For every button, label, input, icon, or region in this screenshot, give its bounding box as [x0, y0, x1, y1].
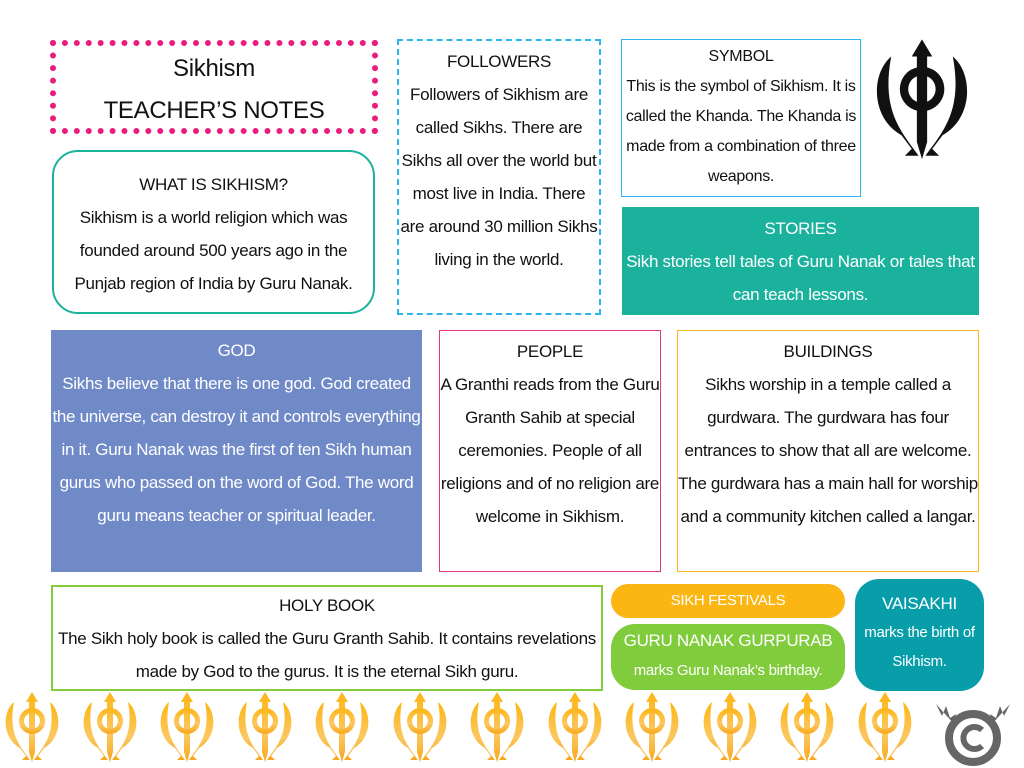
heading: HOLY BOOK: [279, 596, 375, 615]
gurpurab-box: [611, 624, 845, 690]
title-box: [50, 40, 378, 134]
symbol-box: [621, 39, 861, 197]
title: Sikhism: [173, 55, 255, 82]
khanda-icon: [853, 690, 917, 766]
heading: PEOPLE: [516, 342, 584, 361]
khanda-icon: [775, 690, 839, 766]
heading: BUILDINGS: [783, 342, 873, 361]
holy-book-box: [51, 585, 603, 691]
khanda-icon: [233, 690, 297, 766]
heading: FOLLOWERS: [446, 52, 552, 71]
body-text: Sikhs worship in a temple called a gurdwara. The gurdwara has four entrances to show that all are welcome. The gurdwara has a main hall for worship and a community kitchen called a langar.: [678, 375, 978, 526]
people-box: [439, 330, 661, 572]
subtitle: TEACHER’S NOTES: [103, 97, 325, 124]
heading: SYMBOL: [708, 48, 774, 65]
body-text: marks Guru Nanak’s birthday.: [633, 662, 823, 679]
khanda-border: [0, 690, 1024, 768]
body-text: Sikhism is a world religion which was founded around 500 years ago in the Punjab region of India by Guru Nanak.: [74, 208, 353, 293]
copyright-moose-icon: [928, 696, 1018, 766]
body-text: Followers of Sikhism are called Sikhs. There are Sikhs all over the world but most live in India. There are around 30 million Sikhs living in the world.: [400, 85, 598, 269]
khanda-icon: [0, 690, 64, 766]
heading: VAISAKHI: [882, 594, 957, 613]
body-text: The Sikh holy book is called the Guru Granth Sahib. It contains revelations made by God to the gurus. It is the eternal Sikh guru.: [58, 629, 596, 681]
khanda-icon: [310, 690, 374, 766]
stories-box: [622, 207, 979, 315]
khanda-icon: [155, 690, 219, 766]
god-box: [51, 330, 422, 572]
body-text: Sikhs believe that there is one god. God created the universe, can destroy it and controls everything in it. Guru Nanak was the first of ten Sikh human gurus who passed on the word of God. The word guru means teacher or spiritual leader.: [52, 374, 421, 525]
festivals-banner: [611, 584, 845, 618]
heading: WHAT IS SIKHISM?: [139, 175, 288, 194]
followers-box: [397, 39, 601, 315]
khanda-icon: [543, 690, 607, 766]
heading: GOD: [217, 341, 256, 360]
khanda-icon: [78, 690, 142, 766]
body-text: A Granthi reads from the Guru Granth Sahib at special ceremonies. People of all religions and of no religion are welcome in Sikhism.: [440, 375, 660, 526]
buildings-box: [677, 330, 979, 572]
heading: GURU NANAK GURPURAB: [623, 631, 833, 650]
heading: STORIES: [764, 219, 837, 238]
khanda-icon: [388, 690, 452, 766]
khanda-icon: [698, 690, 762, 766]
what-is-sikhism-box: [52, 150, 375, 314]
khanda-icon: [866, 36, 978, 166]
vaisakhi-box: [855, 579, 984, 691]
body-text: Sikh stories tell tales of Guru Nanak or tales that can teach lessons.: [626, 252, 975, 304]
heading: SIKH FESTIVALS: [670, 592, 786, 609]
body-text: marks the birth of Sikhism.: [864, 624, 975, 670]
khanda-icon: [465, 690, 529, 766]
khanda-icon: [620, 690, 684, 766]
body-text: This is the symbol of Sikhism. It is called the Khanda. The Khanda is made from a combination of three weapons.: [625, 78, 857, 185]
